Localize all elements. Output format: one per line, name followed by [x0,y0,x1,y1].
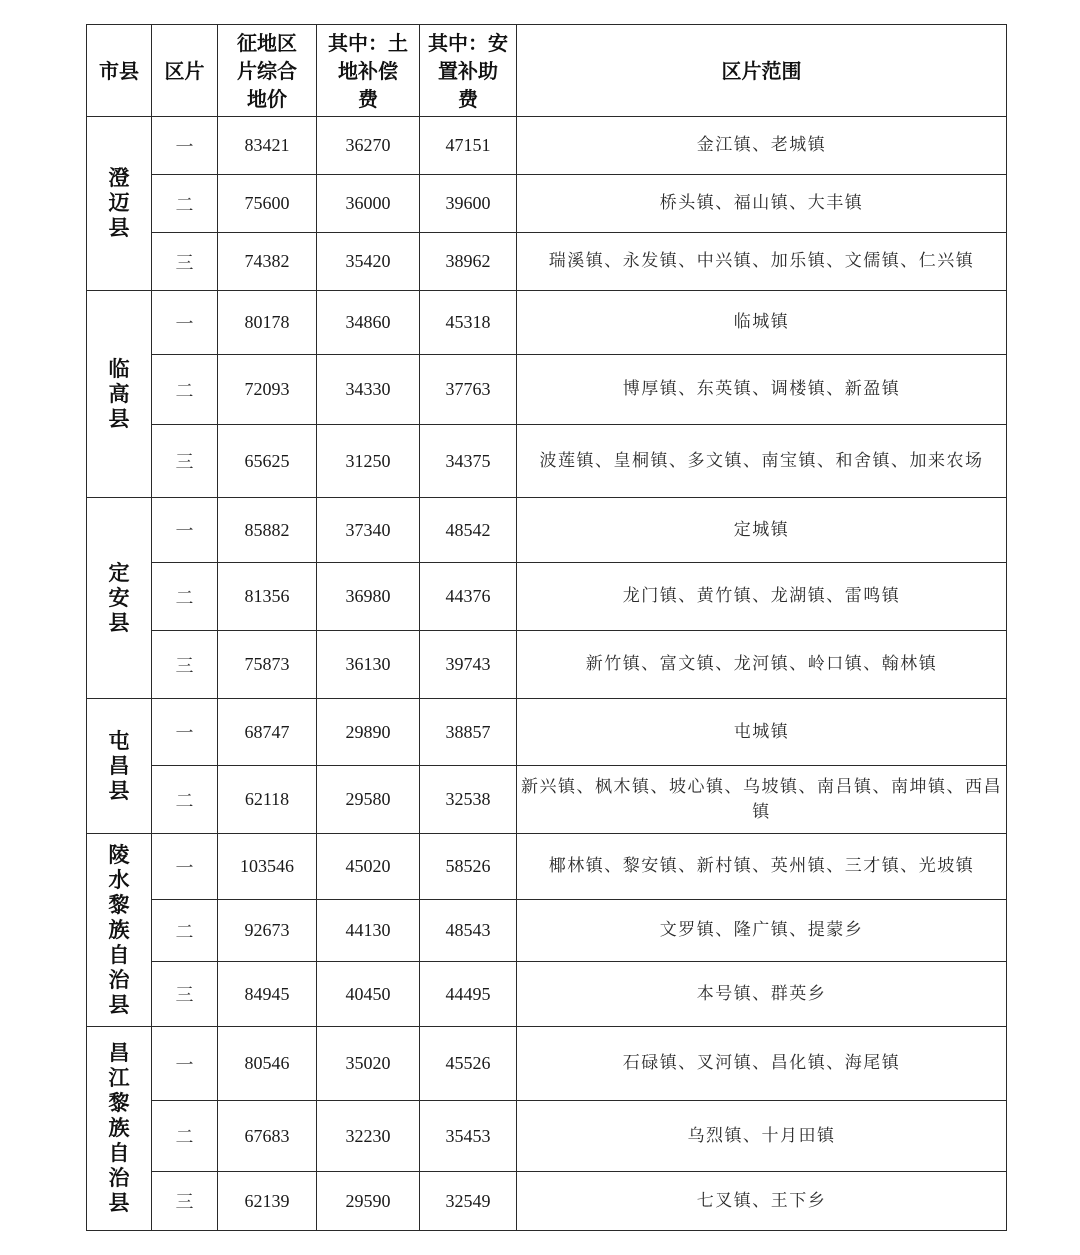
scope-cell: 文罗镇、隆广镇、提蒙乡 [517,900,1007,962]
table-row [87,355,1007,425]
table-row [87,498,1007,563]
land-comp-cell: 29580 [317,766,420,834]
zone-cell: 一 [152,834,218,900]
zone-cell: 三 [152,1172,218,1231]
county-cell [87,117,152,291]
price-cell: 84945 [218,962,317,1027]
county-cell [87,291,152,498]
county-name: 昌江黎族自治县 [108,1041,130,1215]
scope-cell: 新兴镇、枫木镇、坡心镇、乌坡镇、南吕镇、南坤镇、西昌镇 [517,766,1007,834]
scope-cell: 七叉镇、王下乡 [517,1172,1007,1231]
county-name: 屯昌县 [108,728,130,803]
land-comp-cell: 32230 [317,1101,420,1172]
header-resettlement-subsidy [420,25,517,117]
county-name: 定安县 [108,560,130,635]
header-resettle-line: 其中：安 [428,30,508,55]
header-land-comp-line: 费 [358,86,378,111]
price-cell: 67683 [218,1101,317,1172]
zone-cell: 三 [152,233,218,291]
resettle-cell: 39600 [420,175,517,233]
zone-cell: 三 [152,631,218,699]
price-cell: 75600 [218,175,317,233]
table-row [87,233,1007,291]
land-comp-cell: 36270 [317,117,420,175]
land-comp-cell: 44130 [317,900,420,962]
scope-cell: 定城镇 [517,498,1007,563]
zone-cell: 一 [152,117,218,175]
land-comp-cell: 35420 [317,233,420,291]
resettle-cell: 44495 [420,962,517,1027]
land-comp-cell: 36980 [317,563,420,631]
scope-cell: 本号镇、群英乡 [517,962,1007,1027]
header-row [87,25,1007,117]
price-cell: 85882 [218,498,317,563]
zone-cell: 一 [152,699,218,766]
land-comp-cell: 34330 [317,355,420,425]
scope-cell: 龙门镇、黄竹镇、龙湖镇、雷鸣镇 [517,563,1007,631]
table-row [87,291,1007,355]
scope-cell: 波莲镇、皇桐镇、多文镇、南宝镇、和舍镇、加来农场 [517,425,1007,498]
scope-cell: 瑞溪镇、永发镇、中兴镇、加乐镇、文儒镇、仁兴镇 [517,233,1007,291]
county-name: 临高县 [108,356,130,431]
land-comp-cell: 29590 [317,1172,420,1231]
land-comp-cell: 40450 [317,962,420,1027]
resettle-cell: 37763 [420,355,517,425]
scope-cell: 临城镇 [517,291,1007,355]
county-cell [87,834,152,1027]
resettle-cell: 58526 [420,834,517,900]
price-cell: 65625 [218,425,317,498]
resettle-cell: 32549 [420,1172,517,1231]
scope-cell: 屯城镇 [517,699,1007,766]
resettle-cell: 45526 [420,1027,517,1101]
zone-cell: 二 [152,766,218,834]
header-land-comp-line: 其中：土 [328,30,408,55]
county-cell [87,498,152,699]
price-cell: 68747 [218,699,317,766]
county-name: 陵水黎族自治县 [108,842,130,1017]
land-comp-cell: 34860 [317,291,420,355]
header-price-line: 地价 [247,86,287,111]
land-comp-cell: 31250 [317,425,420,498]
table-row [87,175,1007,233]
resettle-cell: 38962 [420,233,517,291]
zone-cell: 二 [152,355,218,425]
price-cell: 62139 [218,1172,317,1231]
table-row [87,699,1007,766]
table-row [87,1027,1007,1101]
header-resettle-line: 费 [458,86,478,111]
zone-cell: 一 [152,498,218,563]
table-row [87,1101,1007,1172]
scope-cell: 新竹镇、富文镇、龙河镇、岭口镇、翰林镇 [517,631,1007,699]
table-row [87,425,1007,498]
price-cell: 81356 [218,563,317,631]
resettle-cell: 39743 [420,631,517,699]
table-row [87,631,1007,699]
scope-cell: 博厚镇、东英镇、调楼镇、新盈镇 [517,355,1007,425]
land-comp-cell: 37340 [317,498,420,563]
zone-cell: 二 [152,900,218,962]
header-resettle-line: 置补助 [438,58,498,83]
zone-cell: 一 [152,1027,218,1101]
scope-cell: 桥头镇、福山镇、大丰镇 [517,175,1007,233]
table-row [87,1172,1007,1231]
resettle-cell: 44376 [420,563,517,631]
header-land-comp-line: 地补偿 [338,58,398,83]
table-row [87,962,1007,1027]
land-comp-cell: 29890 [317,699,420,766]
header-zone: 区片 [152,25,218,117]
zone-cell: 一 [152,291,218,355]
price-cell: 74382 [218,233,317,291]
price-cell: 103546 [218,834,317,900]
table-row [87,834,1007,900]
land-comp-cell: 45020 [317,834,420,900]
price-cell: 75873 [218,631,317,699]
land-price-table [86,24,1007,1231]
table-row [87,900,1007,962]
header-price-line: 征地区 [237,30,297,55]
county-name: 澄迈县 [108,166,130,240]
resettle-cell: 47151 [420,117,517,175]
header-land-compensation [317,25,420,117]
land-comp-cell: 36000 [317,175,420,233]
resettle-cell: 45318 [420,291,517,355]
header-county: 市县 [87,25,152,117]
price-cell: 72093 [218,355,317,425]
price-cell: 80178 [218,291,317,355]
resettle-cell: 35453 [420,1101,517,1172]
table-row [87,766,1007,834]
price-cell: 92673 [218,900,317,962]
scope-cell: 椰林镇、黎安镇、新村镇、英州镇、三才镇、光坡镇 [517,834,1007,900]
price-cell: 83421 [218,117,317,175]
resettle-cell: 34375 [420,425,517,498]
header-price-line: 片综合 [237,58,297,83]
header-price [218,25,317,117]
price-cell: 62118 [218,766,317,834]
scope-cell: 石碌镇、叉河镇、昌化镇、海尾镇 [517,1027,1007,1101]
resettle-cell: 32538 [420,766,517,834]
zone-cell: 二 [152,1101,218,1172]
header-scope: 区片范围 [517,25,1007,117]
table-row [87,563,1007,631]
resettle-cell: 48543 [420,900,517,962]
scope-cell: 金江镇、老城镇 [517,117,1007,175]
resettle-cell: 48542 [420,498,517,563]
resettle-cell: 38857 [420,699,517,766]
county-cell [87,1027,152,1231]
county-cell [87,699,152,834]
zone-cell: 三 [152,425,218,498]
table-row [87,117,1007,175]
zone-cell: 二 [152,175,218,233]
scope-cell: 乌烈镇、十月田镇 [517,1101,1007,1172]
zone-cell: 二 [152,563,218,631]
land-comp-cell: 35020 [317,1027,420,1101]
price-cell: 80546 [218,1027,317,1101]
land-comp-cell: 36130 [317,631,420,699]
zone-cell: 三 [152,962,218,1027]
